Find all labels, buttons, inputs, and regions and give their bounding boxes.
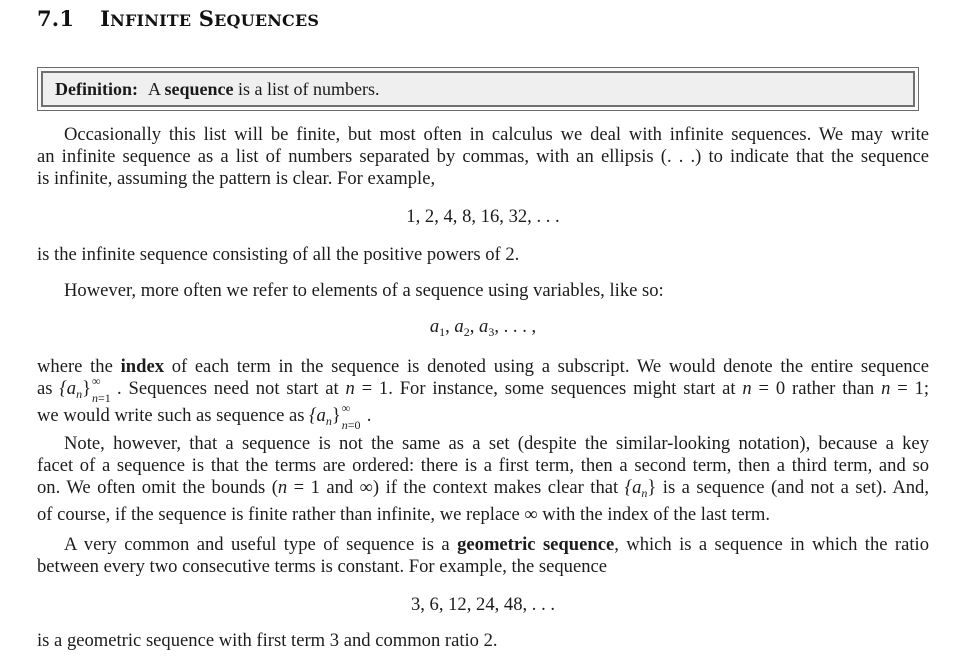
paragraph-variables: However, more often we refer to elements of a sequence using variables, like so:	[64, 280, 664, 301]
display-powers-of-two: 1, 2, 4, 8, 16, 32, . . .	[406, 206, 560, 227]
paragraph-geometric: A very common and useful type of sequence is a geometric sequence, which is a sequence in which the ratio between every two consecutive terms is constant. For example, the sequence	[37, 534, 929, 577]
term-index: index	[120, 356, 164, 377]
definition-content: Definition: A sequence is a list of numbers.	[41, 71, 915, 107]
definition-label: Definition:	[55, 79, 138, 99]
section-number: 7.1	[37, 6, 75, 31]
paragraph-set-vs-sequence: Note, however, that a sequence is not the same as a set (despite the similar-looking notation), because a key facet of a sequence is that the terms are ordered: there is a first term, then a second term, then a third term, and so on. We often omit the bounds (n = 1 and ∞) if the context makes clear that $\{a_n\}$ is a sequence (and not a set). And, of course, if the sequence is finite rather than infinite, we replace ∞ with the index of the last term.	[37, 433, 929, 525]
term-geometric-sequence: geometric sequence	[457, 534, 615, 555]
definition-box	[37, 67, 919, 111]
section-heading: 7.1 INFINITE SEQUENCES	[37, 6, 320, 31]
paragraph-geometric-conclusion: is a geometric sequence with first term 3 and common ratio 2.	[37, 630, 498, 651]
paragraph-intro: Occasionally this list will be finite, but most often in calculus we deal with infinite sequences. We may write an infinite sequence as a list of numbers separated by commas, with an ellipsis (. . .) to indicate that the sequence is infinite, assuming the pattern is clear. For example,	[37, 124, 929, 189]
definition-term: sequence	[164, 79, 234, 99]
paragraph-index: where the index of each term in the sequence is denoted using a subscript. We would denote the entire sequence as $\{a_n\}$ ∞ n=1 . Sequences need not start at n = 1. For instance, some sequences might start at n = 0 rather than n = 1; we would write such as sequence as $\{a_n\}$ ∞ n=0 .	[37, 356, 929, 432]
paragraph-powers: is the infinite sequence consisting of all the positive powers of 2.	[37, 244, 520, 265]
display-sequence-terms: $a_1$, $a_2$, $a_3$, . . . ,	[429, 316, 537, 339]
display-geometric-example: 3, 6, 12, 24, 48, . . .	[410, 594, 556, 615]
